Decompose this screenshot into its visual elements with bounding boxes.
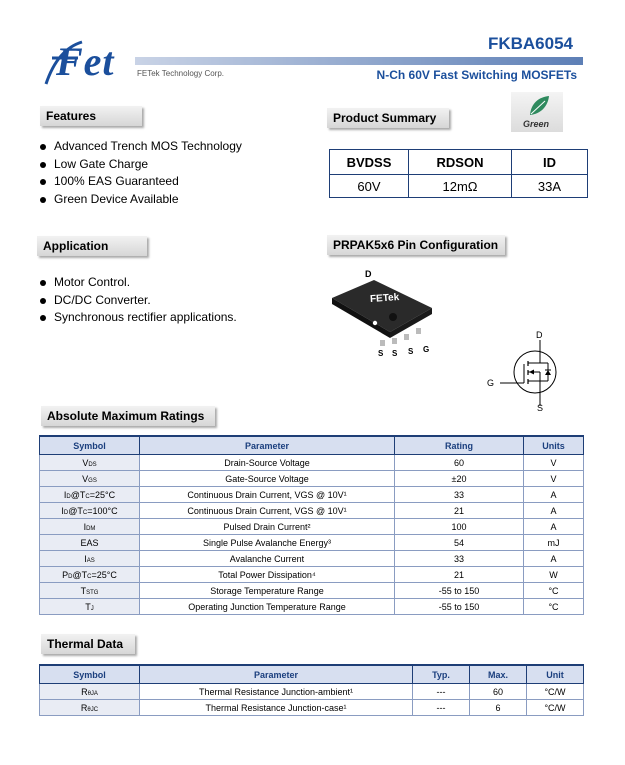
- table-row: [40, 519, 584, 535]
- mosfet-symbol-icon: [486, 334, 566, 414]
- table-cell: 33A: [512, 175, 588, 198]
- table-cell: 60V: [330, 175, 409, 198]
- symbol-label-g: G: [487, 378, 495, 388]
- table-header-cell: Rating: [395, 436, 524, 455]
- table-cell: 21: [395, 567, 524, 583]
- table-cell: V: [524, 471, 584, 487]
- table-row: [40, 487, 584, 503]
- table-cell: [40, 455, 140, 471]
- table-cell: -55 to 150: [395, 583, 524, 599]
- symbol-text: EAS: [80, 537, 99, 548]
- table-header-cell: Typ.: [413, 665, 470, 684]
- green-logo: [511, 92, 563, 132]
- mosfet-symbol: [486, 330, 566, 414]
- product-summary-table: [329, 149, 588, 198]
- table-cell: Total Power Dissipation⁴: [140, 567, 395, 583]
- table-cell: mJ: [524, 535, 584, 551]
- table-cell: -55 to 150: [395, 599, 524, 615]
- symbol-text: I: [83, 521, 87, 532]
- list-item: 100% EAS Guaranteed: [38, 173, 298, 191]
- table-cell: Pulsed Drain Current²: [140, 519, 395, 535]
- table-cell: Thermal Resistance Junction-ambient¹: [140, 684, 413, 700]
- symbol-subscript: C: [85, 493, 90, 500]
- symbol-subscript: D: [63, 509, 69, 516]
- table-cell: [40, 519, 140, 535]
- table-cell: ---: [413, 684, 470, 700]
- table-row: [40, 551, 584, 567]
- symbol-subscript: θJA: [87, 690, 98, 697]
- table-header-cell: Units: [524, 436, 584, 455]
- table-cell: Gate-Source Voltage: [140, 471, 395, 487]
- symbol-text: =25°C: [91, 569, 117, 580]
- table-cell: °C/W: [527, 684, 584, 700]
- application-list: [38, 274, 298, 327]
- pin-label: S: [408, 347, 414, 356]
- symbol-subscript: C: [87, 573, 92, 580]
- table-cell: 21: [395, 503, 524, 519]
- product-subtitle: N-Ch 60V Fast Switching MOSFETs: [376, 68, 577, 82]
- pin-label: S: [392, 349, 398, 358]
- table-row: [40, 583, 584, 599]
- package-body-icon: [330, 276, 440, 348]
- table-cell: [40, 503, 140, 519]
- symbol-text: =100°C: [87, 505, 118, 516]
- symbol-subscript: DS: [88, 461, 97, 468]
- table-cell: [40, 487, 140, 503]
- symbol-text: =25°C: [89, 489, 116, 500]
- pin-label: G: [423, 345, 430, 354]
- table-cell: 60: [395, 455, 524, 471]
- symbol-subscript: θJC: [87, 706, 99, 713]
- table-cell: [40, 583, 140, 599]
- list-item: Advanced Trench MOS Technology: [38, 138, 298, 156]
- symbol-text: @T: [72, 569, 88, 580]
- table-cell: [40, 471, 140, 487]
- symbol-text: R: [81, 686, 88, 697]
- table-cell: 54: [395, 535, 524, 551]
- symbol-text: V: [82, 457, 89, 468]
- table-row: [40, 665, 584, 684]
- application-heading: Application: [37, 236, 147, 256]
- list-item: Motor Control.: [38, 274, 298, 292]
- table-cell: [40, 567, 140, 583]
- table-cell: A: [524, 519, 584, 535]
- table-cell: ±20: [395, 471, 524, 487]
- symbol-text: V: [82, 473, 89, 484]
- symbol-text: I: [63, 489, 67, 500]
- table-cell: [40, 551, 140, 567]
- table-header-cell: Parameter: [140, 436, 395, 455]
- table-header-cell: Unit: [527, 665, 584, 684]
- table-cell: °C: [524, 599, 584, 615]
- symbol-subscript: D: [68, 573, 73, 580]
- table-row: [330, 150, 588, 175]
- table-row: [40, 684, 584, 700]
- symbol-label-d: D: [536, 330, 543, 340]
- table-header-cell: RDSON: [409, 150, 512, 175]
- list-item: Green Device Available: [38, 191, 298, 209]
- symbol-label-s: S: [537, 403, 544, 413]
- table-header-cell: Symbol: [40, 665, 140, 684]
- table-cell: V: [524, 455, 584, 471]
- pin-config-heading: PRPAK5x6 Pin Configuration: [327, 235, 505, 255]
- table-cell: A: [524, 551, 584, 567]
- symbol-subscript: DM: [86, 525, 96, 532]
- table-cell: [40, 700, 140, 716]
- symbol-subscript: AS: [86, 557, 95, 564]
- symbol-text: I: [84, 553, 87, 564]
- symbol-subscript: C: [82, 509, 88, 516]
- table-cell: Drain-Source Voltage: [140, 455, 395, 471]
- table-row: [40, 700, 584, 716]
- table-cell: °C/W: [527, 700, 584, 716]
- table-cell: 100: [395, 519, 524, 535]
- part-number: FKBA6054: [487, 34, 573, 53]
- table-row: [40, 599, 584, 615]
- company-name: FETek Technology Corp.: [137, 69, 225, 78]
- company-logo: [38, 36, 138, 90]
- abs-max-heading: Absolute Maximum Ratings: [41, 406, 215, 426]
- table-cell: ---: [413, 700, 470, 716]
- table-row: [40, 471, 584, 487]
- table-row: [40, 436, 584, 455]
- table-cell: Single Pulse Avalanche Energy³: [140, 535, 395, 551]
- symbol-subscript: J: [90, 605, 94, 612]
- leaf-icon: [527, 94, 551, 118]
- table-cell: 6: [470, 700, 527, 716]
- symbol-text: @T: [68, 505, 83, 516]
- table-row: [40, 567, 584, 583]
- features-list: [38, 138, 298, 208]
- symbol-text: @T: [70, 489, 86, 500]
- symbol-text: T: [80, 585, 87, 596]
- table-cell: Thermal Resistance Junction-case¹: [140, 700, 413, 716]
- table-cell: Continuous Drain Current, VGS @ 10V¹: [140, 503, 395, 519]
- symbol-text: P: [62, 569, 69, 580]
- thermal-table: [39, 664, 584, 716]
- table-cell: 33: [395, 551, 524, 567]
- table-cell: 33: [395, 487, 524, 503]
- table-cell: 60: [470, 684, 527, 700]
- table-header-cell: Max.: [470, 665, 527, 684]
- symbol-subscript: GS: [88, 477, 97, 484]
- list-item: Low Gate Charge: [38, 156, 298, 174]
- green-label: Green: [523, 119, 550, 129]
- table-cell: °C: [524, 583, 584, 599]
- package-drawing: [330, 268, 440, 360]
- header-banner: [135, 57, 583, 65]
- table-cell: [40, 535, 140, 551]
- list-item: DC/DC Converter.: [38, 292, 298, 310]
- logo-text: Fet: [56, 39, 115, 84]
- pin-label-d: D: [365, 269, 372, 279]
- symbol-text: T: [85, 601, 91, 612]
- table-header-cell: BVDSS: [330, 150, 409, 175]
- table-cell: Continuous Drain Current, VGS @ 10V¹: [140, 487, 395, 503]
- product-summary-heading: Product Summary: [327, 108, 449, 128]
- table-cell: A: [524, 487, 584, 503]
- table-row: [40, 535, 584, 551]
- symbol-text: I: [61, 505, 64, 516]
- table-header-cell: ID: [512, 150, 588, 175]
- table-row: [330, 175, 588, 198]
- abs-max-table: [39, 435, 584, 615]
- table-header-cell: Parameter: [140, 665, 413, 684]
- features-heading: Features: [40, 106, 142, 126]
- table-cell: Operating Junction Temperature Range: [140, 599, 395, 615]
- table-cell: [40, 684, 140, 700]
- table-row: [40, 503, 584, 519]
- table-cell: W: [524, 567, 584, 583]
- thermal-heading: Thermal Data: [41, 634, 135, 654]
- table-cell: 12mΩ: [409, 175, 512, 198]
- table-cell: Avalanche Current: [140, 551, 395, 567]
- list-item: Synchronous rectifier applications.: [38, 309, 298, 327]
- symbol-subscript: STG: [86, 589, 99, 596]
- table-cell: [40, 599, 140, 615]
- table-row: [40, 455, 584, 471]
- symbol-subscript: D: [66, 493, 71, 500]
- table-header-cell: Symbol: [40, 436, 140, 455]
- table-cell: A: [524, 503, 584, 519]
- symbol-text: R: [80, 702, 88, 713]
- package-marking: FETek: [369, 291, 400, 306]
- pin-label: S: [378, 349, 384, 358]
- table-cell: Storage Temperature Range: [140, 583, 395, 599]
